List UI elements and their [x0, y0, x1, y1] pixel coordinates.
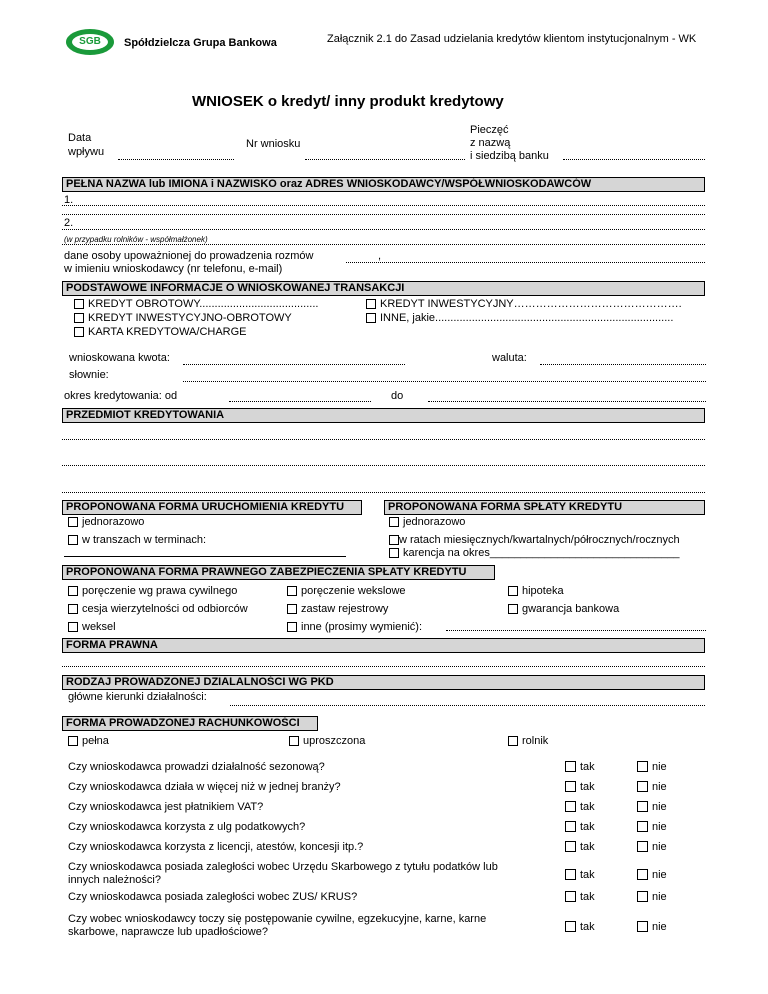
answer-yes[interactable]	[565, 921, 595, 933]
question-text: Czy wnioskodawca korzysta z licencji, atestów, koncesji itp.?	[68, 841, 364, 853]
checkbox[interactable]	[68, 736, 78, 746]
words-field[interactable]	[183, 381, 706, 382]
checkbox[interactable]	[565, 841, 576, 852]
checkbox[interactable]	[637, 761, 648, 772]
sgb-logo	[66, 29, 114, 55]
answer-no[interactable]	[637, 891, 667, 903]
checkbox[interactable]	[389, 548, 399, 558]
purpose-field-3[interactable]	[62, 492, 705, 493]
logo-text: SGB	[72, 34, 108, 50]
credit-types-right	[366, 297, 682, 325]
collateral-col-1	[68, 582, 248, 636]
disb-once[interactable]: jednorazowo	[68, 516, 144, 528]
collateral-col-2	[287, 582, 422, 636]
check-working-capital[interactable]: KREDYT OBROTOWY.......................................	[74, 297, 318, 311]
acc-full[interactable]: pełna	[68, 735, 109, 747]
applicant-1-field[interactable]	[62, 205, 705, 206]
question-text: Czy wnioskodawca posiada zaległości wobec Urzędu Skarbowego z tytułu podatków lub innych należności?	[68, 861, 498, 886]
answer-yes-label: tak	[580, 841, 595, 853]
checkbox[interactable]	[68, 517, 78, 527]
answer-no-label: nie	[652, 891, 667, 903]
question-text: Czy wnioskodawca korzysta z ulg podatkowych?	[68, 821, 306, 833]
check-guarantee[interactable]: gwarancja bankowa	[508, 600, 619, 618]
checkbox[interactable]	[68, 535, 78, 545]
currency-label: waluta:	[492, 352, 527, 364]
checkbox[interactable]	[637, 869, 648, 880]
section-repayment: PROPONOWANA FORMA SPŁATY KREDYTU	[384, 500, 705, 515]
brand-name: Spółdzielcza Grupa Bankowa	[124, 37, 277, 49]
answer-no-label: nie	[652, 781, 667, 793]
pkd-field[interactable]	[230, 705, 705, 706]
farmer-note: (w przypadku rolników - współmałżonek)	[64, 235, 208, 244]
answer-yes[interactable]	[565, 761, 595, 773]
applicant-1b-field[interactable]	[62, 214, 705, 215]
repay-installments[interactable]: w ratach miesięcznych/kwartalnych/półrocznych/rocznych	[389, 534, 680, 546]
question-text: Czy wobec wnioskodawcy toczy się postępowanie cywilne, egzekucyjne, karne, karne skarbowe, naprawcze lub upadłościowe?	[68, 913, 487, 938]
checkbox[interactable]	[637, 801, 648, 812]
checkbox[interactable]	[74, 299, 84, 309]
section-disbursement: PROPONOWANA FORMA URUCHOMIENIA KREDYTU	[62, 500, 362, 515]
checkbox[interactable]	[565, 781, 576, 792]
answer-yes[interactable]	[565, 869, 595, 881]
answer-yes[interactable]	[565, 821, 595, 833]
answer-yes-label: tak	[580, 821, 595, 833]
checkbox[interactable]	[287, 604, 297, 614]
checkbox[interactable]	[287, 586, 297, 596]
legal-form-field[interactable]	[62, 666, 705, 667]
stamp-label: Pieczęć z nazwą i siedzibą banku	[470, 124, 549, 162]
checkbox[interactable]	[389, 517, 399, 527]
checkbox[interactable]	[68, 604, 78, 614]
other-collateral-field[interactable]	[446, 630, 706, 631]
checkbox[interactable]	[366, 299, 376, 309]
section-collateral: PROPONOWANA FORMA PRAWNEGO ZABEZPIECZENIA SPŁATY KREDYTU	[62, 565, 495, 580]
acc-farmer[interactable]: rolnik	[508, 735, 548, 747]
period-label: okres kredytowania: od	[64, 390, 178, 402]
applicant-1-label: 1.	[64, 194, 74, 206]
checkbox[interactable]	[74, 327, 84, 337]
section-transaction: PODSTAWOWE INFORMACJE O WNIOSKOWANEJ TRANSAKCJI	[62, 281, 705, 296]
section-accounting: FORMA PROWADZONEJ RACHUNKOWOŚCI	[62, 716, 318, 731]
checkbox[interactable]	[565, 821, 576, 832]
checkbox[interactable]	[287, 622, 297, 632]
checkbox[interactable]	[68, 622, 78, 632]
answer-no-label: nie	[652, 761, 667, 773]
answer-yes[interactable]	[565, 801, 595, 813]
date-label: Data wpływu	[68, 132, 105, 158]
answer-yes-label: tak	[580, 801, 595, 813]
answer-no[interactable]	[637, 921, 667, 933]
checkbox[interactable]	[565, 891, 576, 902]
answer-no[interactable]	[637, 761, 667, 773]
answer-no[interactable]	[637, 801, 667, 813]
section-pkd: RODZAJ PROWADZONEJ DZIALALNOŚCI WG PKD	[62, 675, 705, 690]
period-to-field[interactable]	[428, 401, 706, 402]
answer-no[interactable]	[637, 781, 667, 793]
answer-no-label: nie	[652, 869, 667, 881]
repay-grace[interactable]: karencja na okres_______________________________	[389, 547, 679, 559]
check-credit-card[interactable]: KARTA KREDYTOWA/CHARGE	[74, 325, 318, 339]
checkbox[interactable]	[508, 604, 518, 614]
answer-yes-label: tak	[580, 781, 595, 793]
check-bill-surety[interactable]: poręczenie wekslowe	[287, 582, 422, 600]
credit-types-left	[74, 297, 318, 339]
check-assignment[interactable]: cesja wierzytelności od odbiorców	[68, 600, 248, 618]
stamp-field[interactable]	[563, 159, 705, 160]
date-field[interactable]	[118, 159, 234, 160]
annex-note: Załącznik 2.1 do Zasad udzielania kredytów klientom instytucjonalnym - WK	[327, 33, 697, 45]
answer-yes[interactable]	[565, 841, 595, 853]
question-text: Czy wnioskodawca jest płatnikiem VAT?	[68, 801, 264, 813]
checkbox[interactable]	[68, 586, 78, 596]
checkbox[interactable]	[637, 921, 648, 932]
checkbox[interactable]	[637, 841, 648, 852]
checkbox[interactable]	[637, 781, 648, 792]
checkbox[interactable]	[565, 761, 576, 772]
check-civil-surety[interactable]: poręczenie wg prawa cywilnego	[68, 582, 248, 600]
answer-no-label: nie	[652, 821, 667, 833]
purpose-field-2[interactable]	[62, 465, 705, 466]
purpose-field-1[interactable]	[62, 439, 705, 440]
answer-yes[interactable]	[565, 781, 595, 793]
checkbox[interactable]	[637, 891, 648, 902]
answer-yes-label: tak	[580, 761, 595, 773]
checkbox[interactable]	[389, 535, 399, 545]
answer-no-label: nie	[652, 801, 667, 813]
answer-yes-label: tak	[580, 869, 595, 881]
check-promissory[interactable]: weksel	[68, 618, 248, 636]
check-invest-working[interactable]: KREDYT INWESTYCYJNO-OBROTOWY	[74, 311, 318, 325]
nr-field[interactable]	[305, 159, 465, 160]
check-investment[interactable]: KREDYT INWESTYCYJNY……………………………………….	[366, 297, 682, 311]
section-applicant: PEŁNA NAZWA lub IMIONA i NAZWISKO oraz ADRES WNIOSKODAWCY/WSPÓŁWNIOSKODAWCÓW	[62, 177, 705, 192]
answer-yes-label: tak	[580, 921, 595, 933]
checkbox[interactable]	[74, 313, 84, 323]
checkbox[interactable]	[508, 586, 518, 596]
period-to-label: do	[391, 390, 404, 402]
amount-label: wnioskowana kwota:	[69, 352, 170, 364]
checkbox[interactable]	[289, 736, 299, 746]
disb-tranches[interactable]: w transzach w terminach:	[68, 534, 206, 546]
collateral-col-3	[508, 582, 619, 618]
checkbox[interactable]	[565, 869, 576, 880]
page-title: WNIOSEK o kredyt/ inny produkt kredytowy	[192, 93, 504, 110]
check-mortgage[interactable]: hipoteka	[508, 582, 619, 600]
nr-label: Nr wniosku	[246, 138, 301, 150]
checkbox[interactable]	[366, 313, 376, 323]
pkd-label: główne kierunki działalności:	[68, 691, 207, 703]
answer-no-label: nie	[652, 841, 667, 853]
applicant-2-label: 2.	[64, 217, 74, 229]
repay-once[interactable]: jednorazowo	[389, 516, 465, 528]
applicant-2b-field[interactable]	[62, 244, 705, 245]
checkbox[interactable]	[508, 736, 518, 746]
applicant-2-field[interactable]	[62, 229, 705, 230]
section-purpose: PRZEDMIOT KREDYTOWANIA	[62, 408, 705, 423]
currency-field[interactable]	[540, 364, 706, 365]
check-pledge[interactable]: zastaw rejestrowy	[287, 600, 422, 618]
authorized-field[interactable]	[346, 262, 705, 263]
answer-yes-label: tak	[580, 891, 595, 903]
section-legal-form: FORMA PRAWNA	[62, 638, 705, 653]
question-text: Czy wnioskodawca prowadzi działalność sezonową?	[68, 761, 325, 773]
answer-no[interactable]	[637, 869, 667, 881]
checkbox[interactable]	[565, 801, 576, 812]
words-label: słownie:	[69, 369, 109, 381]
authorized-comma: ,	[378, 250, 382, 262]
checkbox[interactable]	[565, 921, 576, 932]
check-other-collateral[interactable]: inne (prosimy wymienić):	[287, 618, 422, 636]
authorized-label: dane osoby upoważnionej do prowadzenia rozmów w imieniu wnioskodawcy (nr telefonu, e-mail)	[64, 250, 314, 275]
answer-yes[interactable]	[565, 891, 595, 903]
question-text: Czy wnioskodawca działa w więcej niż w jednej branży?	[68, 781, 341, 793]
answer-no[interactable]	[637, 841, 667, 853]
answer-no[interactable]	[637, 821, 667, 833]
answer-no-label: nie	[652, 921, 667, 933]
check-other[interactable]: INNE, jakie..............................................................................	[366, 311, 682, 325]
checkbox[interactable]	[637, 821, 648, 832]
tranches-field[interactable]	[64, 556, 346, 557]
acc-simplified[interactable]: uproszczona	[289, 735, 365, 747]
period-from-field[interactable]	[229, 401, 371, 402]
question-text: Czy wnioskodawca posiada zaległości wobec ZUS/ KRUS?	[68, 891, 358, 903]
amount-field[interactable]	[183, 364, 405, 365]
